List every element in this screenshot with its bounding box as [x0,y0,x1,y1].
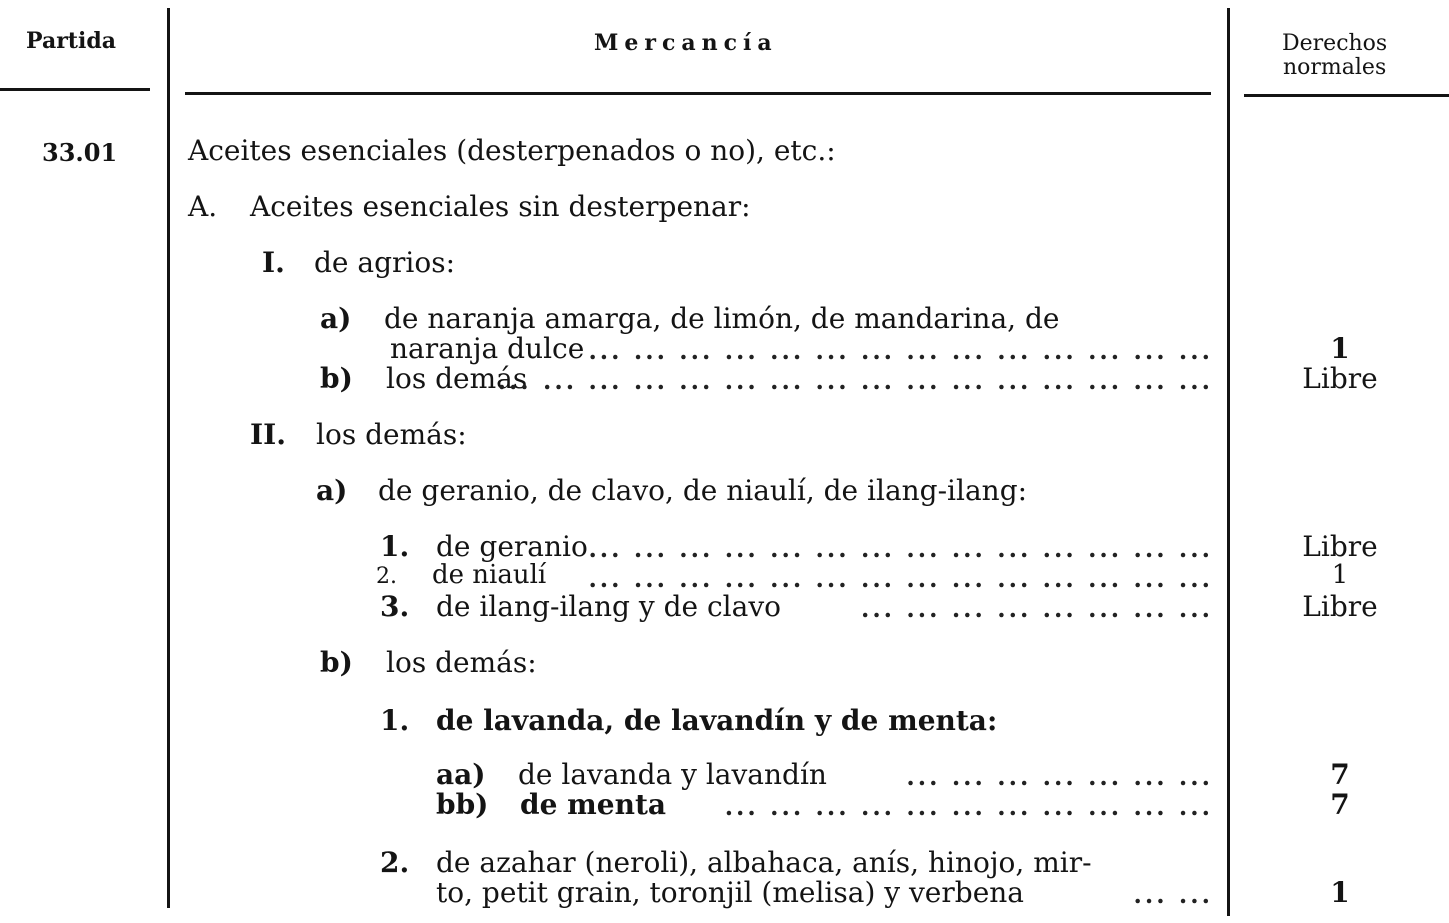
header-derechos [1282,32,1387,80]
row-IIb-text: los demás: [386,646,537,679]
header-mercancia: Mercancía [594,30,778,56]
row-IIb1bb-text: de menta [520,788,667,821]
row-IIa-text: de geranio, de clavo, de niaulí, de ilang-ilang: [378,474,1028,507]
row-IIb-label: b) [320,646,353,679]
row-IIa2-label: 2. [376,564,397,589]
row-Ib-duty: Libre [1302,362,1378,395]
row-IIb1aa-duty: 7 [1330,758,1350,791]
row-IIa1-duty: Libre [1302,530,1378,563]
row-IIb2-leader-dots: ... ... [1133,880,1213,909]
row-IIa2-text: de niaulí [432,560,547,590]
row-A-label: A. [188,190,218,223]
row-IIb2-duty: 1 [1330,876,1350,909]
row-Ib-label: b) [320,362,353,395]
header-partida: Partida [26,28,116,54]
row-IIb1-label: 1. [380,704,410,737]
row-IIb1-text: de lavanda, de lavandín y de menta: [436,704,998,737]
row-Ia-label: a) [320,302,352,335]
row-I-text: de agrios: [314,246,456,279]
row-Ia-duty: 1 [1330,332,1350,365]
row-IIa1-text: de geranio [436,530,588,563]
row-IIb1bb-label: bb) [436,788,489,821]
row-II-label: II. [250,418,286,451]
header-rule-mercancia [185,92,1211,95]
header-derechos-line1: Derechos [1282,31,1388,56]
row-A-text: Aceites esenciales sin desterpenar: [250,190,751,223]
row-IIb1bb-leader-dots: ... ... ... ... ... ... ... ... ... ... ... [724,792,1213,821]
row-IIa3-leader-dots: ... ... ... ... ... ... ... ... [860,594,1213,623]
row-II-text: los demás: [316,418,467,451]
row-IIb1aa-leader-dots: ... ... ... ... ... ... ... [906,762,1213,791]
column-rule-left [167,8,170,908]
row-IIa2-duty: 1 [1331,560,1349,590]
row-IIb1bb-duty: 7 [1330,788,1350,821]
header-rule-partida [0,88,150,91]
heading-text: Aceites esenciales (desterpenados o no), etc.: [188,134,836,167]
row-IIa3-duty: Libre [1302,590,1378,623]
row-Ia-text-line1: de naranja amarga, de limón, de mandarina, de [384,302,1060,335]
row-IIa2-leader-dots: ... ... ... ... ... ... ... ... ... ... ... ... ... ... [588,564,1213,593]
row-IIb1aa-text: de lavanda y lavandín [518,758,827,791]
row-Ib-text: los demás [386,362,528,395]
partida-number: 33.01 [42,138,118,167]
row-IIa-label: a) [316,474,348,507]
header-derechos-line2: normales [1282,55,1387,80]
header-rule-derechos [1244,94,1449,97]
row-Ia-text-line2: naranja dulce [390,332,585,365]
row-Ib-leader-dots: ... ... ... ... ... ... ... ... ... ... ... ... ... ... ... ... [497,366,1213,395]
row-IIb2-text-line1: de azahar (neroli), albahaca, anís, hinojo, mir- [436,846,1092,879]
row-IIb2-label: 2. [380,846,410,879]
row-Ia-leader-dots: ... ... ... ... ... ... ... ... ... ... ... ... ... ... [588,336,1213,365]
row-IIa3-text: de ilang-ilang y de clavo [436,590,781,623]
row-IIa3-label: 3. [380,590,410,623]
row-IIb1aa-label: aa) [436,758,486,791]
column-rule-right [1227,8,1230,916]
row-IIb2-text-line2: to, petit grain, toronjil (melisa) y verbena [436,876,1024,909]
row-IIa1-leader-dots: ... ... ... ... ... ... ... ... ... ... ... ... ... ... [588,534,1213,563]
row-IIa1-label: 1. [380,530,410,563]
row-I-label: I. [262,246,285,279]
